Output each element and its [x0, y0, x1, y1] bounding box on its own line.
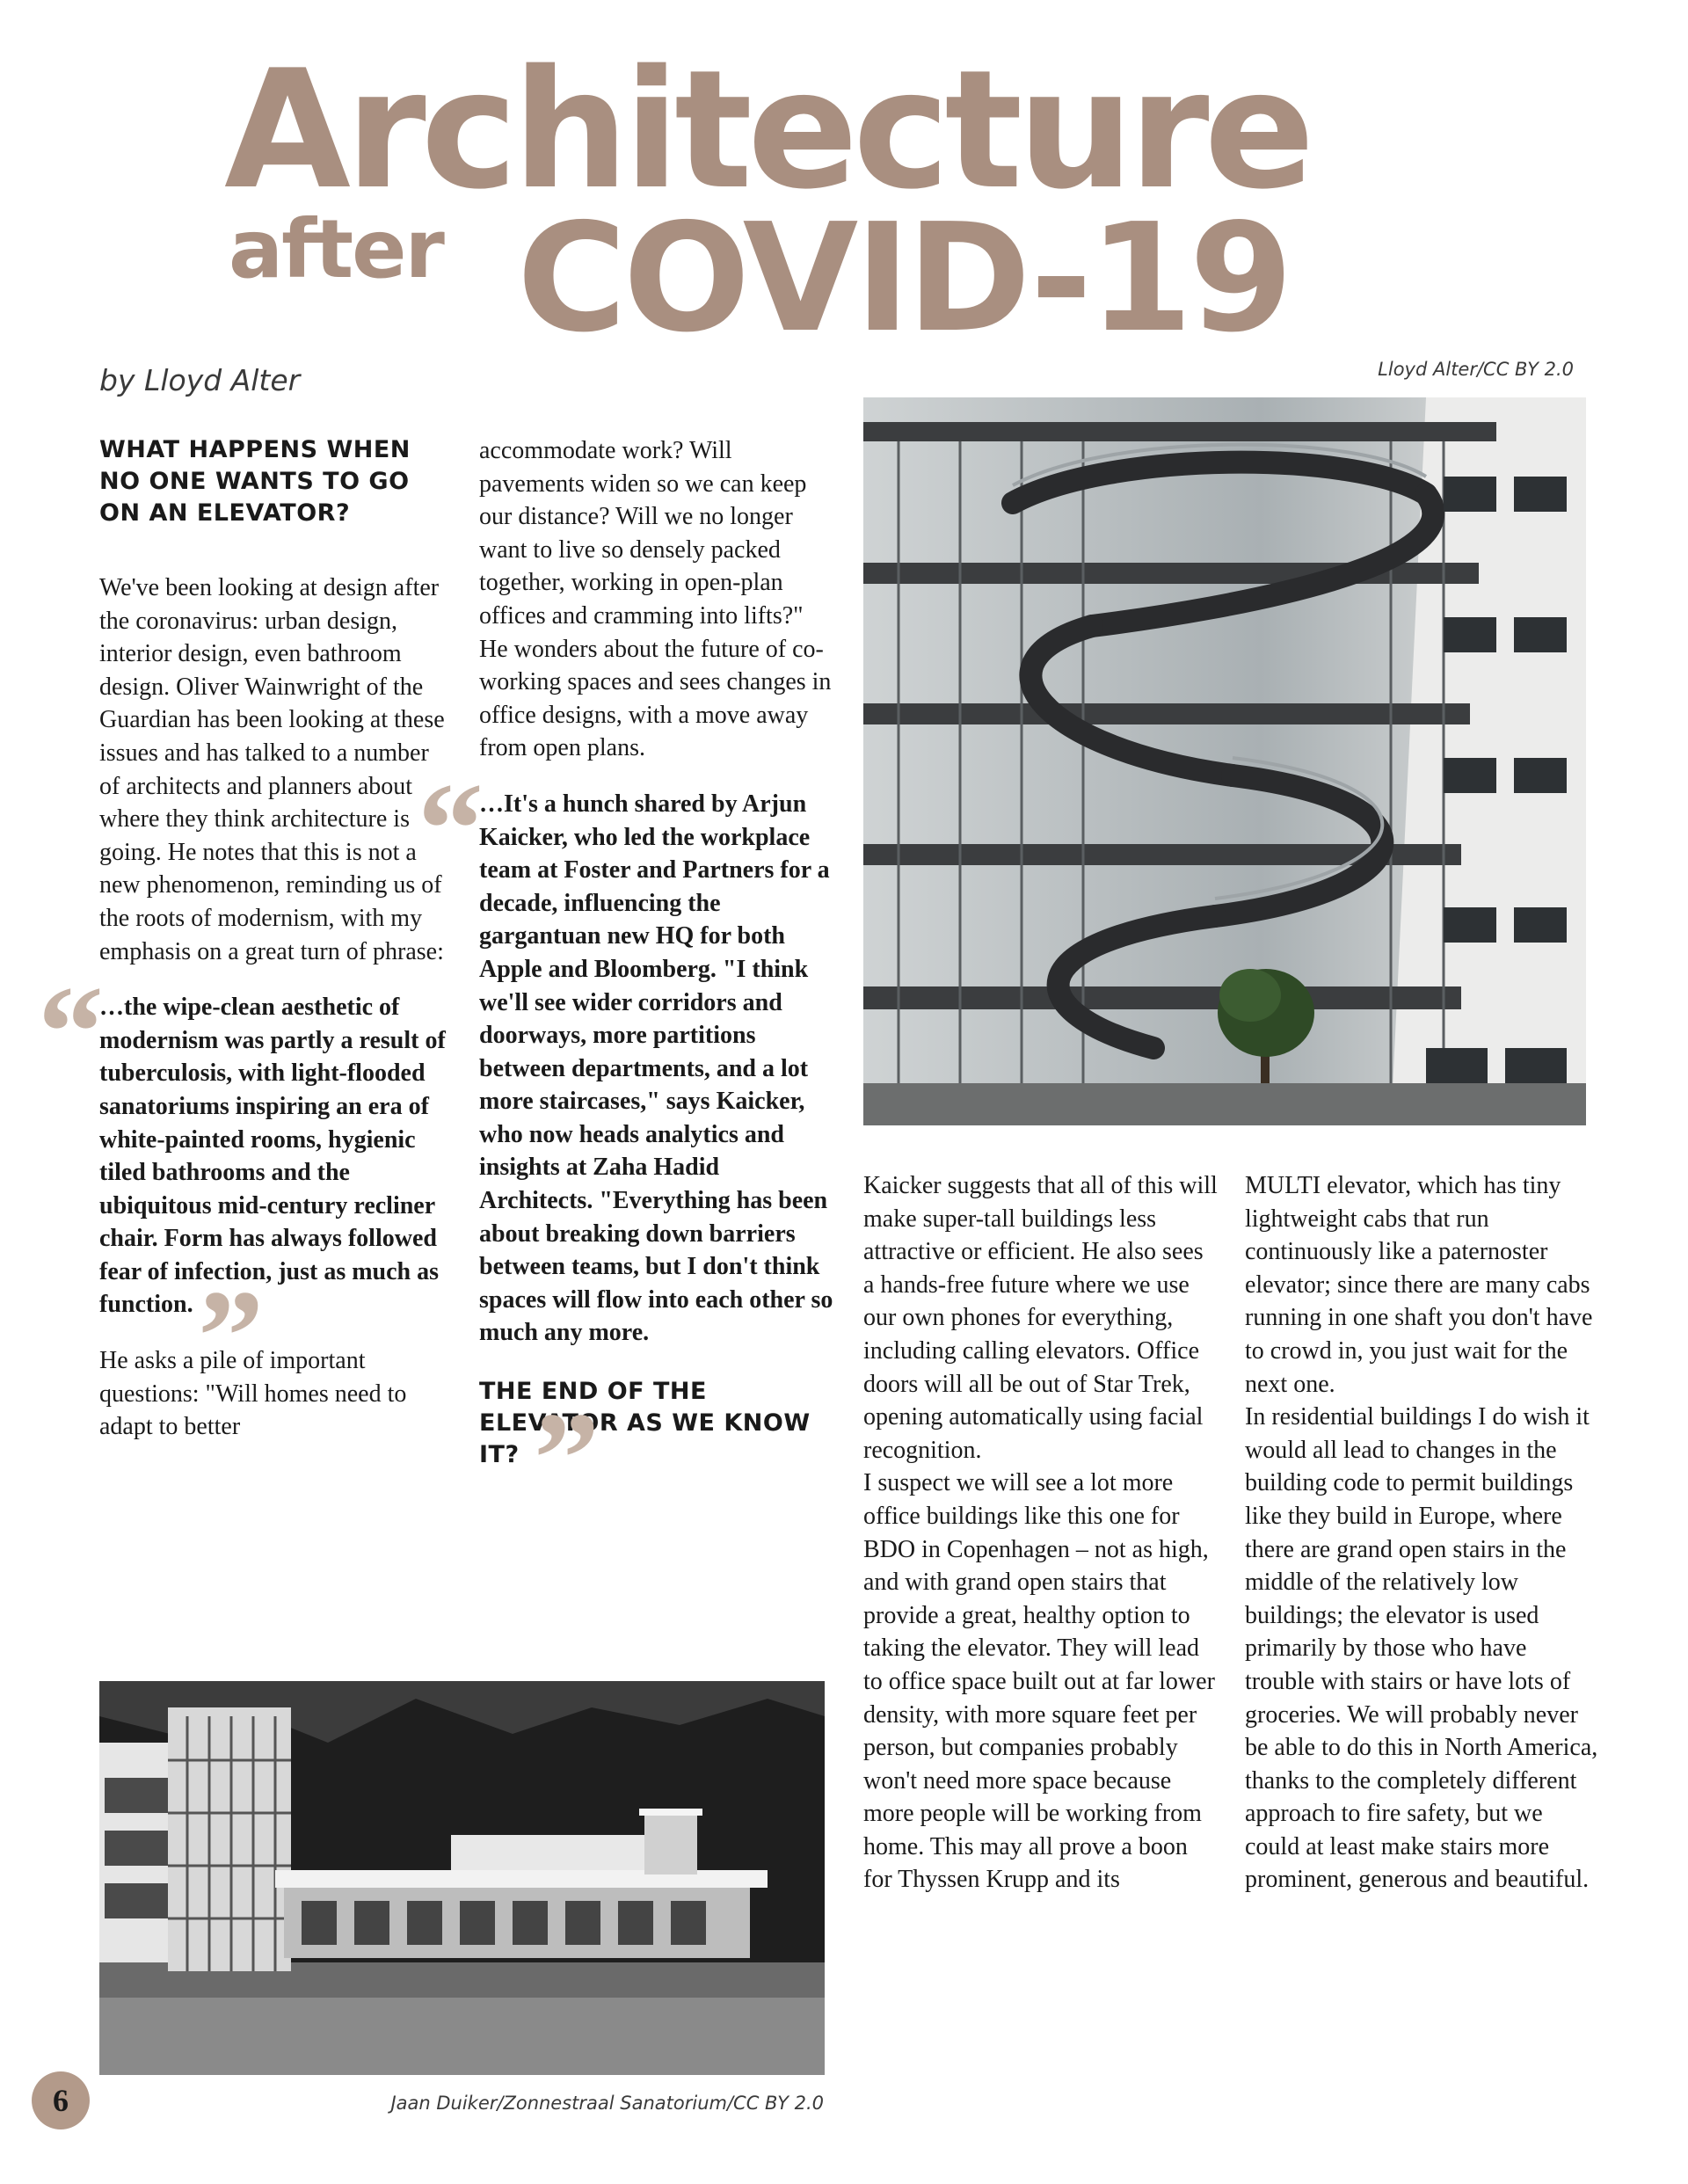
- sanatorium-photo-art: [99, 1681, 825, 2075]
- col1-paragraph-2: He asks a pile of important questions: "Will homes need to adapt to better: [99, 1347, 407, 1441]
- column-3: [863, 1169, 1219, 1919]
- title-architecture: Architecture: [224, 34, 1310, 225]
- sanatorium-photo: [99, 1681, 825, 2075]
- title-after: after: [229, 202, 443, 296]
- photo-credit-top: Lloyd Alter/CC BY 2.0: [1378, 359, 1574, 380]
- staircase-photo: [863, 397, 1586, 1125]
- col3-paragraph-2: I suspect we will see a lot more office buildings like this one for BDO in Copenhagen – not as high, and with grand open stairs that provide a great, healthy option to taking the elevator. They will lead to office space built out at far lower density, with more square feet per person, but companies probably won't need more space because more people will be working from home. This may all prove a boon for Thyssen Krupp and its: [863, 1469, 1215, 1894]
- open-quote-icon: “: [418, 755, 484, 902]
- col4-paragraph-2: In residential buildings I do wish it would all lead to changes in the building code to permit buildings like they build in Europe, where there are grand open stairs in the middle of the relatively low buildings; the elevator is used primarily by those who have trouble with stairs or have lots of groceries. We will probably never be able to do this in North America, thanks to the completely different approach to fire safety, but we could at least make stairs more prominent, generous and beautiful.: [1245, 1403, 1598, 1894]
- col3-paragraph-1: Kaicker suggests that all of this will make super-tall buildings less attractive or efficient. He also sees a hands-free future where we use our own phones for everything, including calling elevators. Office doors will all be out of Star Trek, opening automatically using facial recognition.: [863, 1172, 1218, 1464]
- heading-end-of-elevator: THE END OF THE ELEVATOR AS WE KNOW IT?: [479, 1378, 811, 1469]
- col1-paragraph-1: We've been looking at design after the coronavirus: urban design, interior design, even bathroom design. Oliver Wainwright of the Guardian has been looking at these issues and has talked to a number of architects and planners about where they think architecture is going. He notes that this is not a new phenomenon, reminding us of the roots of modernism, with my emphasis on a great turn of phrase:: [99, 574, 445, 965]
- column-1: [38, 434, 455, 1467]
- heading-elevator: WHAT HAPPENS WHEN NO ONE WANTS TO GO ON AN ELEVATOR?: [99, 436, 411, 527]
- byline: by Lloyd Alter: [99, 363, 301, 397]
- open-quote-icon: “: [38, 959, 104, 1106]
- pull-quote-2-text: …It's a hunch shared by Arjun Kaicker, who led the workplace team at Foster and Partners for a decade, influencing the gargantuan new HQ for both Apple and Bloomberg. "I think we'll see wider corridors and doorways, more partitions between departments, and a lot more staircases," says Kaicker, who now heads analytics and insights at Zaha Hadid Architects. "Everything has been about breaking down barriers between teams, but I don't think spaces will flow into each other so much any more.: [479, 790, 833, 1347]
- column-2: [418, 434, 835, 1532]
- photo-credit-bottom: Jaan Duiker/Zonnestraal Sanatorium/CC BY 2.0: [390, 2093, 824, 2114]
- col4-paragraph-1: MULTI elevator, which has tiny lightweight cabs that run continuously like a paternoster elevator; since there are many cabs running in one shaft you don't have to crowd in, you just wait for the next one.: [1245, 1172, 1593, 1398]
- staircase-photo-art: [863, 397, 1586, 1125]
- col2-paragraph-1: accommodate work? Will pavements widen so we can keep our distance? Will we no longer want to live so densely packed together, working in open-plan offices and cramming into lifts?" He wonders about the future of co-working spaces and sees changes in office designs, with a move away from open plans.: [479, 437, 832, 762]
- title-covid: COVID-19: [517, 192, 1290, 366]
- page-number: 6: [32, 2071, 90, 2129]
- close-quote-icon: ”: [198, 1263, 264, 1410]
- close-quote-icon: ”: [534, 1385, 600, 1532]
- pull-quote-1-text: …the wipe-clean aesthetic of modernism was partly a result of tuberculosis, with light-flooded sanatoriums inspiring an era of white-painted rooms, hygienic tiled bathrooms and the ubiquitous mid-century recliner chair. Form has always followed fear of infection, just as much as function.: [99, 994, 446, 1319]
- column-4: [1245, 1169, 1601, 1919]
